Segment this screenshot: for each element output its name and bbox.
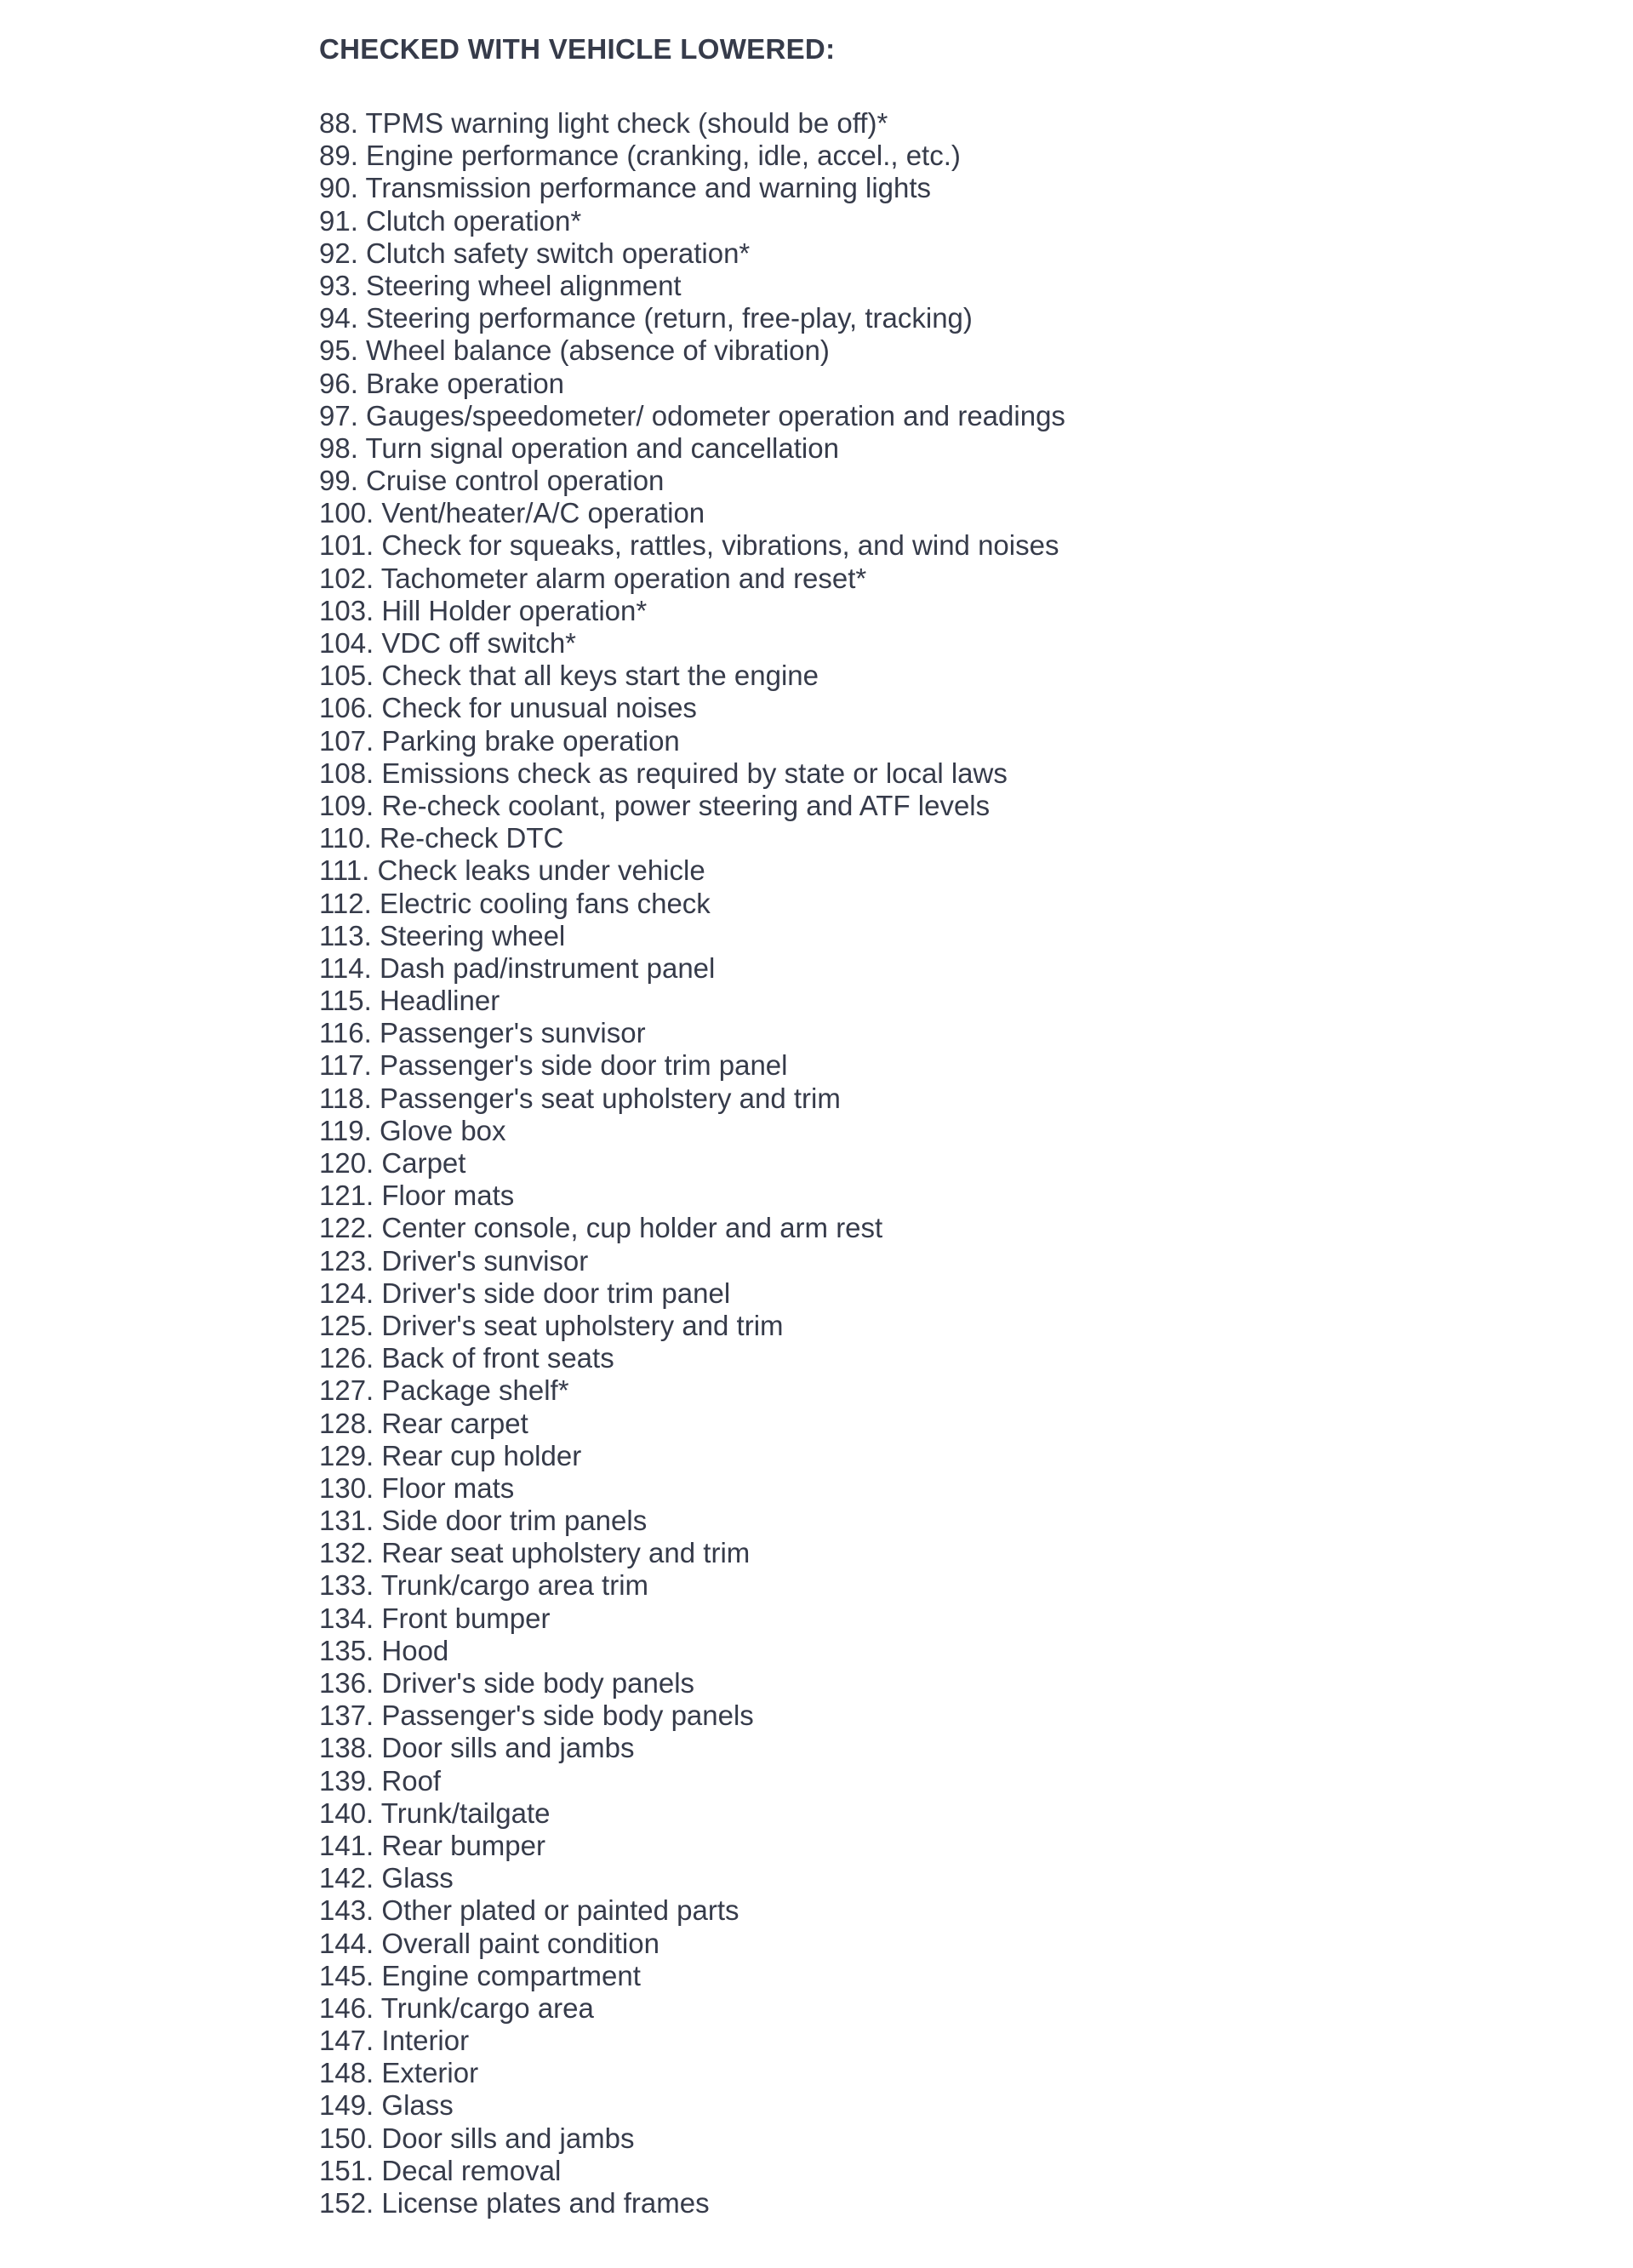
checklist-item: 116. Passenger's sunvisor [319,1017,646,1049]
checklist-item: 146. Trunk/cargo area [319,1991,594,2024]
checklist-item: 96. Brake operation [319,367,565,399]
checklist-item: 108. Emissions check as required by state or local laws [319,757,1008,789]
checklist-item: 111. Check leaks under vehicle [319,854,705,887]
checklist-item: 95. Wheel balance (absence of vibration) [319,334,830,367]
checklist-item: 145. Engine compartment [319,1959,641,1991]
checklist-item: 117. Passenger's side door trim panel [319,1049,788,1082]
checklist [319,107,1065,2219]
checklist-item: 113. Steering wheel [319,919,566,951]
checklist-item: 142. Glass [319,1862,454,1894]
checklist-item: 150. Door sills and jambs [319,2122,635,2154]
checklist-item: 134. Front bumper [319,1602,551,1634]
checklist-item: 112. Electric cooling fans check [319,887,711,919]
checklist-item: 127. Package shelf* [319,1374,569,1407]
checklist-item: 143. Other plated or painted parts [319,1894,739,1927]
checklist-item: 94. Steering performance (return, free-play, tracking) [319,302,973,334]
checklist-item: 110. Re-check DTC [319,822,564,854]
checklist-item: 88. TPMS warning light check (should be off)* [319,107,888,139]
checklist-item: 123. Driver's sunvisor [319,1244,589,1277]
checklist-item: 103. Hill Holder operation* [319,594,648,626]
checklist-item: 130. Floor mats [319,1471,515,1504]
checklist-item: 149. Glass [319,2089,454,2122]
checklist-item: 124. Driver's side door trim panel [319,1277,731,1309]
checklist-item: 118. Passenger's seat upholstery and trim [319,1082,841,1114]
checklist-item: 89. Engine performance (cranking, idle, accel., etc.) [319,140,961,172]
checklist-item: 97. Gauges/speedometer/ odometer operation and readings [319,399,1065,431]
checklist-item: 122. Center console, cup holder and arm rest [319,1212,883,1244]
checklist-item: 136. Driver's side body panels [319,1667,695,1699]
checklist-item: 144. Overall paint condition [319,1927,659,1959]
checklist-item: 152. License plates and frames [319,2187,710,2219]
checklist-item: 93. Steering wheel alignment [319,269,682,301]
checklist-item: 101. Check for squeaks, rattles, vibrations, and wind noises [319,529,1059,562]
checklist-item: 141. Rear bumper [319,1829,545,1861]
checklist-item: 151. Decal removal [319,2154,562,2186]
checklist-item: 140. Trunk/tailgate [319,1797,551,1829]
checklist-item: 115. Headliner [319,985,500,1017]
checklist-item: 121. Floor mats [319,1180,515,1212]
checklist-item: 138. Door sills and jambs [319,1732,635,1764]
checklist-item: 126. Back of front seats [319,1342,614,1374]
checklist-item: 119. Glove box [319,1114,506,1146]
checklist-item: 147. Interior [319,2025,470,2057]
checklist-item: 137. Passenger's side body panels [319,1700,754,1732]
checklist-item: 100. Vent/heater/A/C operation [319,497,705,529]
checklist-item: 139. Roof [319,1764,442,1797]
checklist-item: 148. Exterior [319,2057,479,2089]
checklist-item: 105. Check that all keys start the engine [319,660,819,692]
checklist-item: 104. VDC off switch* [319,627,577,659]
checklist-item: 114. Dash pad/instrument panel [319,951,716,984]
checklist-item: 120. Carpet [319,1147,466,1179]
checklist-item: 99. Cruise control operation [319,465,665,497]
checklist-item: 133. Trunk/cargo area trim [319,1569,649,1602]
checklist-item: 125. Driver's seat upholstery and trim [319,1309,784,1341]
checklist-item: 106. Check for unusual noises [319,692,697,724]
checklist-item: 132. Rear seat upholstery and trim [319,1537,751,1569]
checklist-item: 109. Re-check coolant, power steering and ATF levels [319,789,991,821]
checklist-item: 135. Hood [319,1634,449,1666]
checklist-item: 91. Clutch operation* [319,204,582,237]
section-heading: CHECKED WITH VEHICLE LOWERED: [319,33,836,65]
checklist-item: 129. Rear cup holder [319,1439,582,1471]
checklist-item: 131. Side door trim panels [319,1505,648,1537]
checklist-item: 107. Parking brake operation [319,724,680,757]
checklist-item: 102. Tachometer alarm operation and reset* [319,562,867,594]
checklist-item: 128. Rear carpet [319,1407,528,1439]
checklist-item: 92. Clutch safety switch operation* [319,237,751,269]
checklist-item: 98. Turn signal operation and cancellation [319,431,839,464]
checklist-item: 90. Transmission performance and warning lights [319,172,932,204]
